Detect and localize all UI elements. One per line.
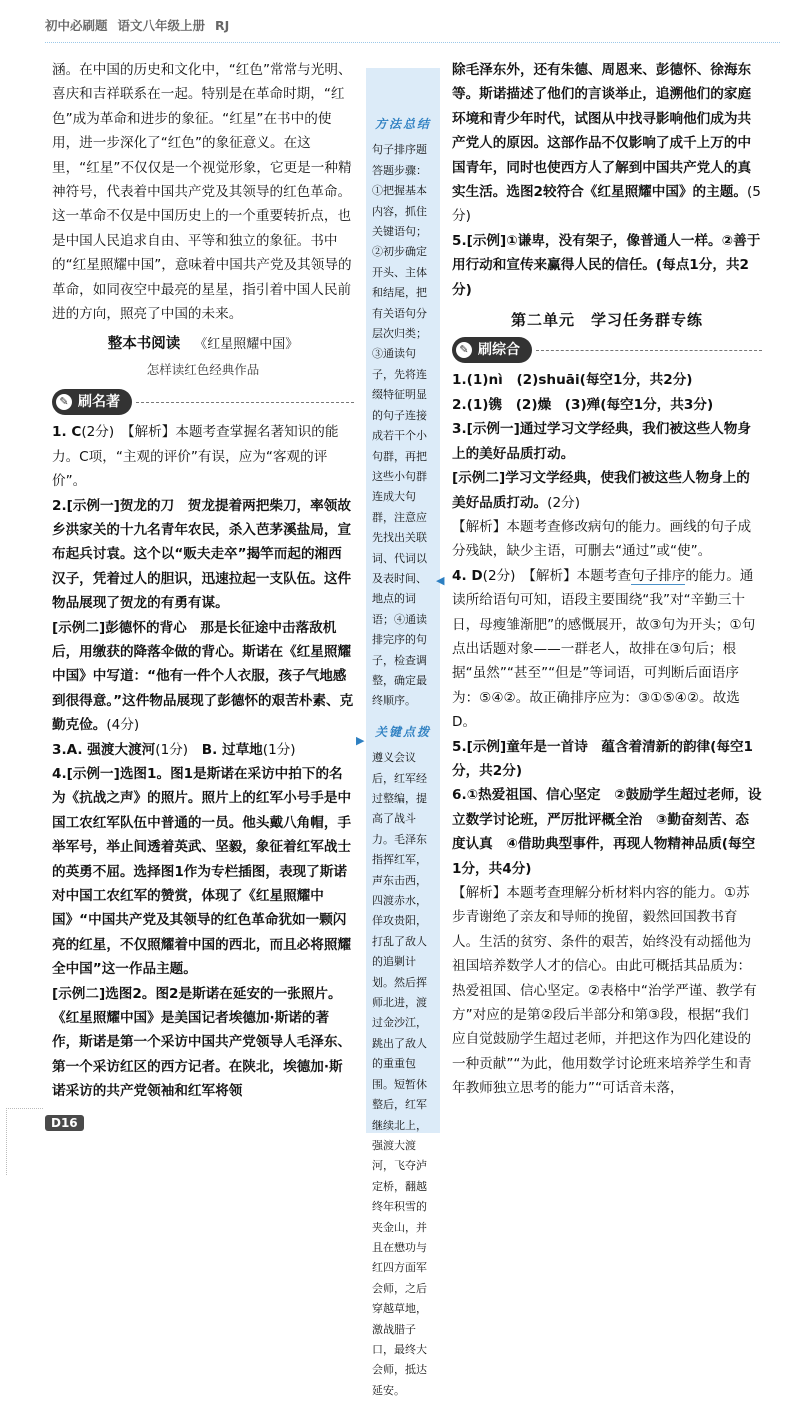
r2-number: 2. xyxy=(452,396,467,413)
r3-number: 3. xyxy=(452,421,467,438)
page-corner-mark xyxy=(6,1108,43,1175)
badge-comprehensive xyxy=(452,336,762,364)
q3-number: 3. xyxy=(52,741,67,758)
badge-pill xyxy=(52,389,132,415)
pen-icon-2: ✎ xyxy=(456,342,472,358)
q5-text: [示例]①谦卑，没有架子，像普通人一样。②善于用行动和宣传来赢得人民的信任。(每点1分，共2分) xyxy=(452,232,761,298)
r2-text: (1)镌 (2)燥 (3)殚(每空1分，共3分) xyxy=(466,396,714,413)
badge-famous-books xyxy=(52,388,354,416)
badge-label: 刷名著 xyxy=(78,394,120,411)
answer-r5 xyxy=(452,735,762,784)
q3-answer-b: B. 过草地 xyxy=(188,741,263,758)
r1-text: (1)nì (2)shuāi(每空1分，共2分) xyxy=(466,372,693,389)
section-title xyxy=(52,332,354,357)
r5-text: [示例]童年是一首诗 蕴含着清新的韵律(每空1分，共2分) xyxy=(452,738,754,779)
q3-answer-a: A. 强渡大渡河 xyxy=(66,741,156,758)
answer-r3-example-2 xyxy=(452,466,762,515)
q1-text: (2分) 【解析】本题考查掌握名著知识的能力。C项，“主观的评价”有误，应为“客观的评价”。 xyxy=(52,424,339,490)
key-points-title: 关键点拨 xyxy=(374,724,431,739)
badge-dashed-line xyxy=(136,402,354,403)
answer-r3 xyxy=(452,417,762,466)
answer-q4 xyxy=(52,762,354,982)
header-series: 初中必刷题 xyxy=(45,18,108,33)
q2-score: (4分) xyxy=(106,717,140,734)
badge-pill-2 xyxy=(452,337,532,363)
tips-sidebar xyxy=(366,68,440,1397)
page-number: D16 xyxy=(45,1115,84,1131)
answer-q1 xyxy=(52,420,354,493)
answer-r4 xyxy=(452,564,762,735)
q4-continuation-text: 除毛泽东外，还有朱德、周恩来、彭德怀、徐海东等。斯诺描述了他们的言谈举止，追溯他们的家庭环境和青少年时代，试图从中找寻影响他们成为共产党人的原因。这部作品不仅影响了成千上万的中国青年，同时也使西方人了解到中国共产党人的真实生活。选图2较符合《红星照耀中国》的主题。 xyxy=(452,62,752,201)
r6-text: ①热爱祖国、信心坚定 ②鼓励学生超过老师，设立数学讨论班，严厉批评概全治 ③勤奋刻苦、态度认真 ④借助典型事件，再现人物精神品质(每空1分，共4分) xyxy=(452,787,762,877)
answer-q5 xyxy=(452,229,762,302)
q4-example-1: [示例一]选图1。图1是斯诺在采访中拍下的名为《抗战之声》的照片。照片上的红军小号手是中国工农红军队伍中普通的一员。他头戴八角帽，手举军号，举止间透着英武、坚毅，象征着红军战士的英勇不屈。选择图1作为专栏插图，表现了斯诺对中国工农红军的赞赏，体现了《红星照耀中国》“中国共产党及其领导的红色革命犹如一颗闪亮的红星，不仅照耀着中国的西北，而且必将照耀全中国”这一作品主题。 xyxy=(52,765,352,978)
q3-score-b: (1分) xyxy=(262,741,296,758)
method-summary-title: 方法总结 xyxy=(374,117,431,131)
section-title-text: 整本书阅读 xyxy=(107,336,181,353)
q1-number: 1. C xyxy=(52,424,82,441)
r3-score: (2分) xyxy=(547,494,581,511)
answer-q2 xyxy=(52,494,354,616)
q2-number: 2. xyxy=(52,497,67,514)
answer-r6-analysis: 【解析】本题考查理解分析材料内容的能力。①苏步青谢绝了亲友和导师的挽留，毅然回国教书育人。生活的贫穷、条件的艰苦，始终没有动摇他为祖国培养数学人才的信心。由此可概括其品质为：热爱祖国、信心坚定。②表格中“治学严谨、教学有方”对应的是第②段后半部分和第③段，根据“我们应自觉鼓励学生超过老师，并把这作为四化建设的一种贡献”“为此，他用数学讨论班来培养学生和青年教师独立思考的能力”“可话音未落， xyxy=(452,885,757,1097)
header-edition: RJ xyxy=(215,17,230,33)
badge-dashed-line-2 xyxy=(536,350,762,351)
r5-number: 5. xyxy=(452,738,467,755)
page-header xyxy=(45,14,345,36)
q5-number: 5. xyxy=(452,232,467,249)
badge-label-2: 刷综合 xyxy=(478,342,520,359)
method-summary-text: 句子排序题答题步骤：①把握基本内容，抓住关键语句；②初步确定开头、主体和结尾，把有关语句分层次归类；③通读句子，先将连缀特征明显的句子连接成若干个小句群，再把这些小句群连成大句群，注意应先找出关联词、代词以及表时间、地点的词语；④通读排完序的句子，检查调整，确定最终顺序。 xyxy=(372,143,427,708)
answer-q3 xyxy=(52,738,354,762)
left-column xyxy=(52,58,354,1104)
r3-example-1: [示例一]通过学习文学经典，我们被这些人物身上的美好品质打动。 xyxy=(452,421,751,462)
intro-paragraph: 涵。在中国的历史和文化中，“红色”常常与光明、喜庆和吉祥联系在一起。特别是在革命时期，“红色”成为革命和进步的象征。“红星”在书中的使用，进一步深化了“红色”的象征意义。在这里，“红星”不仅仅是一个视觉形象，它更是一种精神符号，代表着中国共产党及其领导的红色革命。这一革命不仅是中国历史上的一个重要转折点，也是中国人民追求自由、平等和独立的象征。书中的“红星照耀中国”，意味着中国共产党及其领导的革命，如同夜空中最亮的星星，指引着中国人民前进的方向，照亮了中国的未来。 xyxy=(52,62,352,323)
key-points-text: 遵义会议后，红军经过整编，提高了战斗力。毛泽东指挥红军，声东击西，四渡赤水，佯攻贵阳，打乱了敌人的追剿计划。然后挥师北进，渡过金沙江，跳出了敌人的重重包围。短暂休整后，红军继续北上，强渡大渡河，飞夺泸定桥，翻越终年积雪的夹金山，并且在懋功与红四方面军会师，之后穿越草地，激战腊子口，最终大会师，抵达延安。 xyxy=(372,751,427,1397)
header-subject: 语文八年级上册 xyxy=(117,18,206,33)
q2-example-2-text: [示例二]彭德怀的背心 那是长征途中击落敌机后，用缴获的降落伞做的背心。斯诺在《红星照耀中国》中写道：“他有一件个人衣服，孩子气地感到很得意。”这件物品展现了彭德怀的艰苦朴素、克勤克俭。 xyxy=(52,619,354,734)
r4-text-b: 的能力。通读所给语句可知，语段主要围绕“我”对“辛勤三十日，母瘦雏渐肥”的感慨展开，故③句为开头；①句点出话题对象——一群老人，故排在③句后；根据“虽然”“甚至”“但是”等词语，可判断后面语序为：⑤④②。故正确排序应为：③①⑤④②。故选D。 xyxy=(452,567,756,731)
section-subtitle: 怎样读红色经典作品 xyxy=(146,361,260,377)
q4-number: 4. xyxy=(52,765,67,782)
r4-score: (2分) xyxy=(482,567,516,584)
r1-number: 1. xyxy=(452,372,467,389)
unit-title: 第二单元 学习任务群专练 xyxy=(510,311,703,330)
section-book: 《红星照耀中国》 xyxy=(194,337,299,353)
arrow-right-icon: ▶ xyxy=(356,734,365,747)
header-divider xyxy=(45,42,780,43)
q4-score: (5分) xyxy=(452,184,761,225)
r4-text-a: 【解析】本题考查 xyxy=(515,567,632,584)
r4-text-underlined: 句子排序 xyxy=(631,567,686,584)
q3-score-a: (1分) xyxy=(155,741,189,758)
pen-icon: ✎ xyxy=(56,394,72,410)
r3-example-2-text: [示例二]学习文学经典，使我们被这些人物身上的美好品质打动。 xyxy=(452,470,750,511)
arrow-left-icon: ◀ xyxy=(436,574,445,587)
r4-number: 4. D xyxy=(452,567,483,584)
answer-r3-analysis: 【解析】本题考查修改病句的能力。画线的句子成分残缺，缺少主语，可删去“通过”或“使”。 xyxy=(452,518,752,560)
answer-q4-example-2: [示例二]选图2。图2是斯诺在延安的一张照片。《红星照耀中国》是美国记者埃德加·斯诺的著作，斯诺是第一个采访中国共产党领导人毛泽东、第一个采访红区的西方记者。在陕北，埃德加·斯诺采访的共产党领袖和红军将领 xyxy=(52,985,352,1100)
r6-number: 6. xyxy=(452,787,467,804)
answer-r6 xyxy=(452,783,762,881)
answer-q2-example-2 xyxy=(52,616,354,738)
q4-continuation xyxy=(452,58,762,229)
answer-r2 xyxy=(452,393,762,417)
answer-r1 xyxy=(452,368,762,392)
q2-example-1: [示例一]贺龙的刀 贺龙提着两把柴刀，率领故乡洪家关的十九名青年农民，杀入芭茅溪盐局，宣布起兵讨袁。这个以“贩夫走卒”揭竿而起的湘西汉子，凭着过人的胆识，迅速拉起一支队伍。这件物品展现了贺龙的有勇有谋。 xyxy=(52,497,352,612)
right-column xyxy=(452,58,762,1101)
